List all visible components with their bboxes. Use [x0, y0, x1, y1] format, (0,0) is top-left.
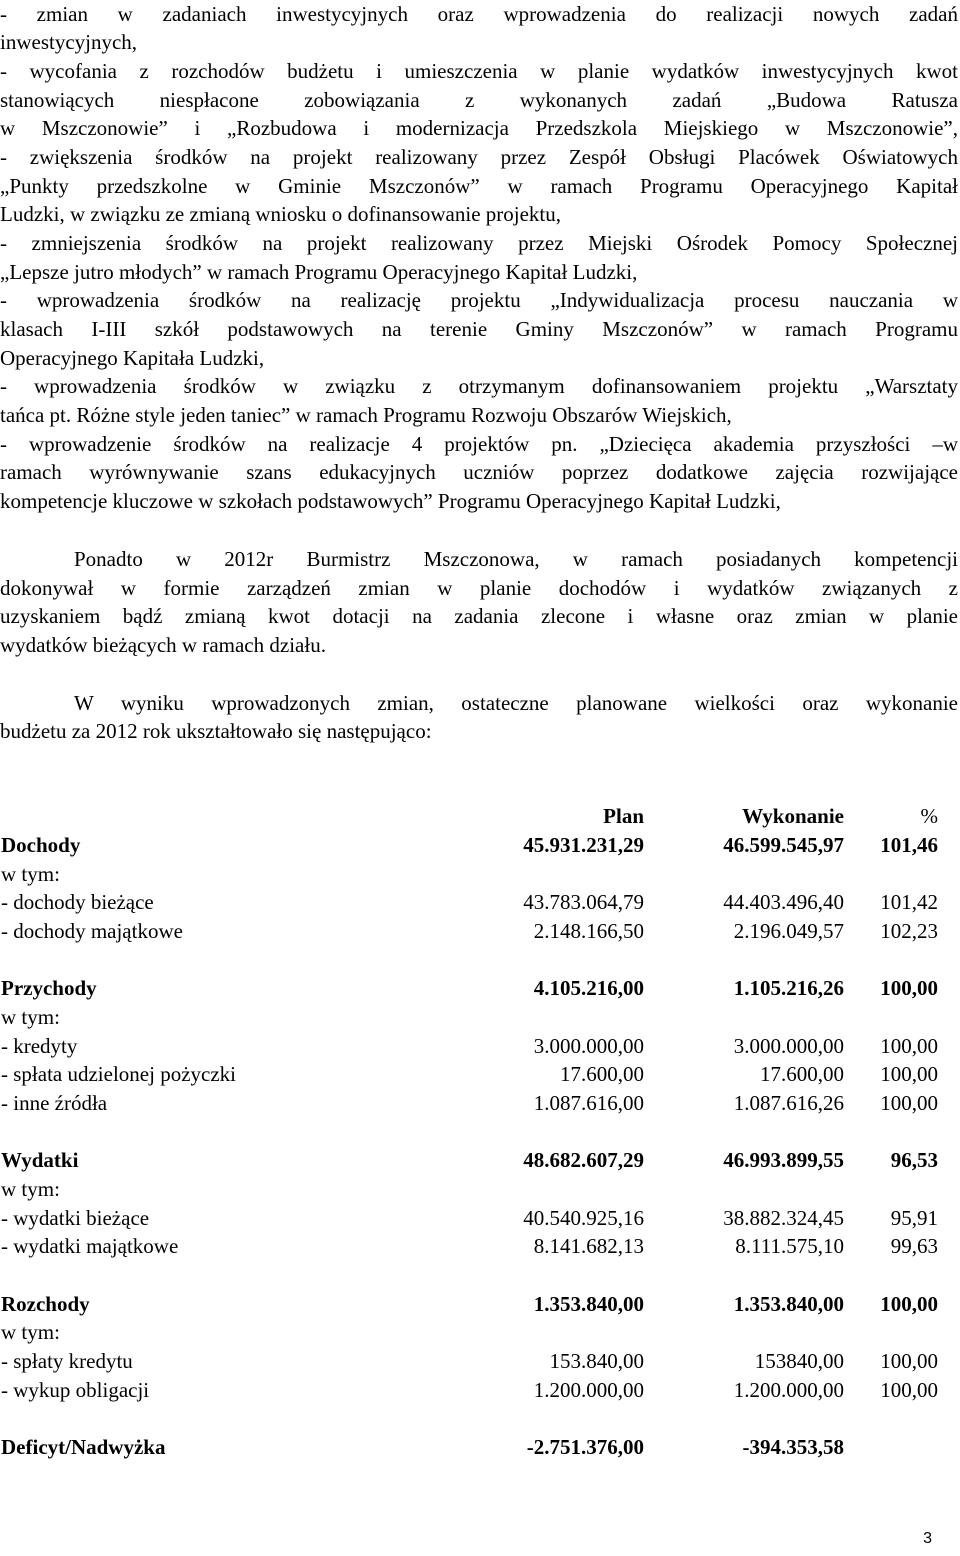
wykonanie-value: 38.882.324,45 [723, 1206, 844, 1230]
text-line: w Mszczonowie” i „Rozbudowa i modernizacja Przedszkola Miejskiego w Mszczonowie”, [0, 116, 958, 140]
wykonanie-value: 46.993.899,55 [723, 1148, 844, 1172]
row-label: - wydatki majątkowe [1, 1234, 179, 1258]
wykonanie-value: 3.000.000,00 [733, 1034, 844, 1058]
column-header-plan: Plan [603, 804, 644, 828]
percent-value: 101,46 [880, 833, 938, 857]
wykonanie-value: 44.403.496,40 [723, 890, 844, 914]
percent-value: 96,53 [890, 1148, 938, 1172]
table-row [0, 831, 960, 859]
plan-value: 1.200.000,00 [533, 1378, 644, 1402]
text-line: Operacyjnego Kapitała Ludzki, [0, 346, 265, 370]
plan-value: 40.540.925,16 [523, 1206, 644, 1230]
row-label: Przychody [1, 976, 97, 1000]
table-row [0, 1433, 960, 1461]
row-label: - dochody bieżące [1, 890, 154, 914]
table-row [0, 1204, 960, 1232]
row-label: - spłata udzielonej pożyczki [1, 1062, 236, 1086]
text-line: - wprowadzenie środków na realizacje 4 projektów pn. „Dziecięca akademia przyszłości –w [0, 432, 958, 456]
row-label: - wydatki bieżące [1, 1206, 150, 1230]
row-label: - inne źródła [1, 1091, 108, 1115]
row-label: w tym: [1, 1177, 60, 1201]
wykonanie-value: 153840,00 [754, 1349, 844, 1373]
table-row [0, 1376, 960, 1404]
column-header-wykonanie: Wykonanie [742, 804, 844, 828]
text-line: wydatków bieżących w ramach działu. [0, 633, 326, 657]
row-label: w tym: [1, 862, 60, 886]
text-line: Ludzki, w związku ze zmianą wniosku o dofinansowanie projektu, [0, 202, 562, 226]
row-label: - spłaty kredytu [1, 1349, 133, 1373]
text-line: stanowiących niespłacone zobowiązania z wykonanych zadań „Budowa Ratusza [0, 88, 958, 112]
text-line: uzyskaniem bądź zmianą kwot dotacji na zadania zlecone i własne oraz zmian w planie [0, 604, 958, 628]
row-label: Wydatki [1, 1148, 79, 1172]
plan-value: 2.148.166,50 [533, 919, 644, 943]
row-label: - kredyty [1, 1034, 78, 1058]
text-line: „Punkty przedszkolne w Gminie Mszczonów” w ramach Programu Operacyjnego Kapitał [0, 174, 958, 198]
table-row [0, 974, 960, 1002]
table-row [0, 1318, 960, 1346]
percent-value: 100,00 [880, 1349, 938, 1373]
text-line: inwestycyjnych, [0, 30, 138, 54]
percent-value: 100,00 [880, 976, 938, 1000]
wykonanie-value: 46.599.545,97 [723, 833, 844, 857]
table-row [0, 860, 960, 888]
wykonanie-value: 1.087.616,26 [733, 1091, 844, 1115]
percent-value: 101,42 [880, 890, 938, 914]
plan-value: 3.000.000,00 [533, 1034, 644, 1058]
wykonanie-value: 2.196.049,57 [733, 919, 844, 943]
percent-value: 100,00 [880, 1378, 938, 1402]
wykonanie-value: 17.600,00 [760, 1062, 844, 1086]
plan-value: 1.087.616,00 [533, 1091, 644, 1115]
text-line: - wycofania z rozchodów budżetu i umieszczenia w planie wydatków inwestycyjnych kwot [0, 59, 958, 83]
column-header-percent: % [920, 804, 938, 828]
wykonanie-value: 1.200.000,00 [733, 1378, 844, 1402]
table-row [0, 1032, 960, 1060]
text-line: dokonywał w formie zarządzeń zmian w planie dochodów i wydatków związanych z [0, 576, 958, 600]
text-line: - wprowadzenia środków w związku z otrzymanym dofinansowaniem projektu „Warsztaty [0, 374, 958, 398]
percent-value: 100,00 [880, 1292, 938, 1316]
table-row [0, 1146, 960, 1174]
row-label: w tym: [1, 1320, 60, 1344]
text-line: ramach wyrównywanie szans edukacyjnych uczniów poprzez dodatkowe zajęcia rozwijające [0, 460, 958, 484]
table-row [0, 917, 960, 945]
text-line: - zwiększenia środków na projekt realizowany przez Zespół Obsługi Placówek Oświatowych [0, 145, 958, 169]
table-row [0, 1232, 960, 1260]
plan-value: 8.141.682,13 [533, 1234, 644, 1258]
table-row [0, 1290, 960, 1318]
percent-value: 99,63 [890, 1234, 938, 1258]
text-line: - wprowadzenia środków na realizację projektu „Indywidualizacja procesu nauczania w [0, 288, 958, 312]
text-line: - zmniejszenia środków na projekt realizowany przez Miejski Ośrodek Pomocy Społecznej [0, 231, 958, 255]
table-row [0, 1347, 960, 1375]
row-label: Rozchody [1, 1292, 90, 1316]
table-row [0, 888, 960, 916]
row-label: Deficyt/Nadwyżka [1, 1435, 166, 1459]
plan-value: 1.353.840,00 [533, 1292, 644, 1316]
plan-value: 17.600,00 [560, 1062, 644, 1086]
wykonanie-value: 8.111.575,10 [735, 1234, 844, 1258]
table-row [0, 1175, 960, 1203]
percent-value: 100,00 [880, 1062, 938, 1086]
text-line: W wyniku wprowadzonych zmian, ostateczne planowane wielkości oraz wykonanie [74, 691, 958, 715]
plan-value: 153.840,00 [549, 1349, 644, 1373]
percent-value: 100,00 [880, 1091, 938, 1115]
row-label: - wykup obligacji [1, 1378, 150, 1402]
percent-value: 102,23 [880, 919, 938, 943]
text-line: - zmian w zadaniach inwestycyjnych oraz wprowadzenia do realizacji nowych zadań [0, 2, 958, 26]
page-number: 3 [923, 1530, 932, 1547]
percent-value: 100,00 [880, 1034, 938, 1058]
row-label: Dochody [1, 833, 81, 857]
wykonanie-value: -394.353,58 [742, 1435, 844, 1459]
row-label: - dochody majątkowe [1, 919, 183, 943]
table-header-row [0, 802, 960, 830]
plan-value: 43.783.064,79 [523, 890, 644, 914]
plan-value: 45.931.231,29 [523, 833, 644, 857]
text-line: „Lepsze jutro młodych” w ramach Programu Operacyjnego Kapitał Ludzki, [0, 260, 638, 284]
table-row [0, 1089, 960, 1117]
text-line: budżetu za 2012 rok ukształtowało się następująco: [0, 719, 432, 743]
text-line: kompetencje kluczowe w szkołach podstawowych” Programu Operacyjnego Kapitał Ludzki, [0, 489, 781, 513]
percent-value: 95,91 [890, 1206, 938, 1230]
plan-value: 48.682.607,29 [523, 1148, 644, 1172]
table-row [0, 1060, 960, 1088]
wykonanie-value: 1.105.216,26 [733, 976, 844, 1000]
plan-value: -2.751.376,00 [526, 1435, 644, 1459]
text-line: tańca pt. Różne style jeden taniec” w ramach Programu Rozwoju Obszarów Wiejskich, [0, 403, 732, 427]
text-line: klasach I-III szkół podstawowych na terenie Gminy Mszczonów” w ramach Programu [0, 317, 958, 341]
plan-value: 4.105.216,00 [533, 976, 644, 1000]
row-label: w tym: [1, 1005, 60, 1029]
table-row [0, 1003, 960, 1031]
wykonanie-value: 1.353.840,00 [733, 1292, 844, 1316]
text-line: Ponadto w 2012r Burmistrz Mszczonowa, w ramach posiadanych kompetencji [74, 547, 958, 571]
